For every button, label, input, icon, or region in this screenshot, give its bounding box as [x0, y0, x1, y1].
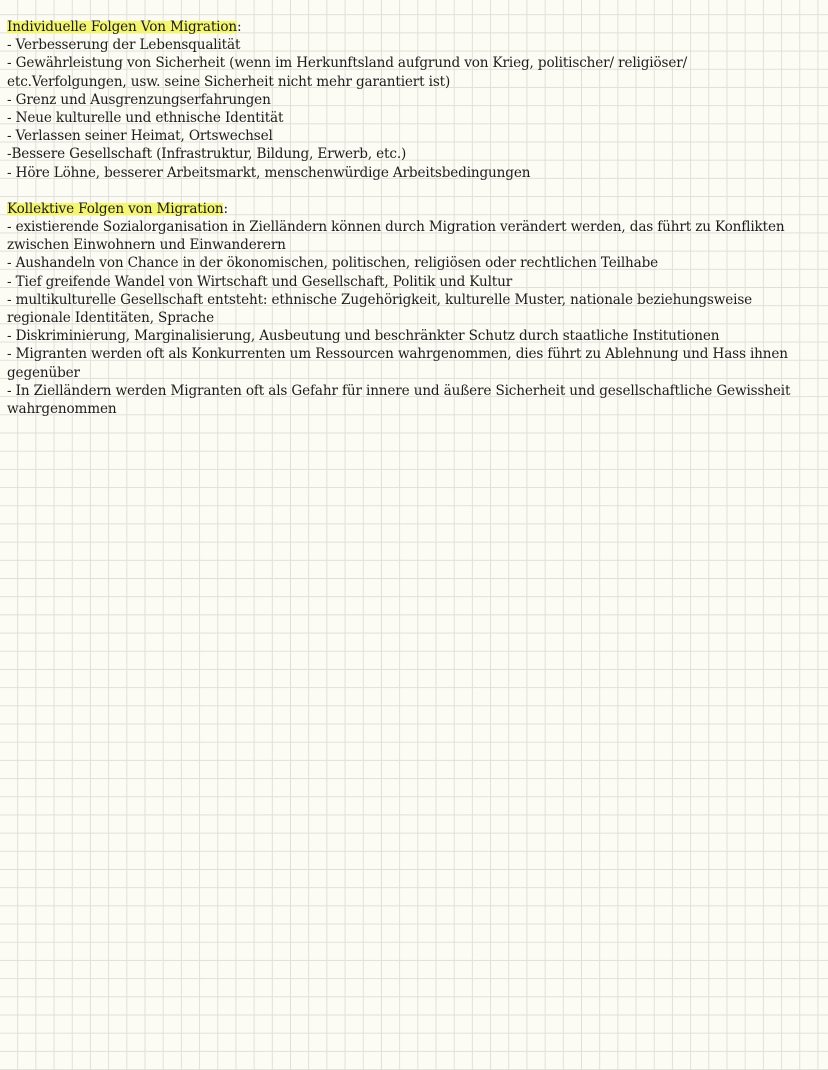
list-item: - Aushandeln von Chance in der ökonomischen, politischen, religiösen oder rechtlichen Teilhabe — [7, 255, 659, 272]
list-item: - Verbesserung der Lebensqualität — [7, 37, 241, 54]
list-item: - multikulturelle Gesellschaft entsteht: ethnische Zugehörigkeit, kulturelle Muster, nationale beziehungsweise regionale Identitäten, Sprache — [7, 291, 753, 327]
list-item: - Neue kulturelle und ethnische Identität — [7, 110, 284, 127]
heading-highlight: Individuelle Folgen Von Migration — [7, 19, 238, 35]
section-kollektive-folgen — [7, 200, 807, 418]
list-item: - Grenz und Ausgrenzungserfahrungen — [7, 91, 271, 108]
list-item: - Migranten werden oft als Konkurrenten um Ressourcen wahrgenommen, dies führt zu Ablehnung und Hass ihnen gegenüber — [7, 346, 788, 381]
section-heading — [7, 18, 807, 36]
note-page — [7, 18, 807, 418]
list-item: - In Zielländern werden Migranten oft als Gefahr für innere und äußere Sicherheit und gesellschaftliche Gewissheit wahrgenommen — [7, 382, 791, 418]
list-item: - existierende Sozialorganisation in Zielländern können durch Migration verändert werden, das führt zu Konflikten zwischen Einwohnern und Einwanderern — [7, 219, 785, 254]
list-item: - Tief greifende Wandel von Wirtschaft und Gesellschaft, Politik und Kultur — [7, 273, 513, 290]
section-individuelle-folgen — [7, 18, 807, 182]
heading-colon: : — [223, 200, 228, 217]
list-item: - Gewährleistung von Sicherheit (wenn im Herkunftsland aufgrund von Krieg, politischer/ religiöser/ etc.Verfolgungen, usw. seine Sicherheit nicht mehr garantiert ist) — [7, 55, 688, 90]
list-item: -Bessere Gesellschaft (Infrastruktur, Bildung, Erwerb, etc.) — [7, 146, 407, 163]
list-item: - Höre Löhne, besserer Arbeitsmarkt, menschenwürdige Arbeitsbedingungen — [7, 164, 531, 181]
heading-colon: : — [237, 19, 242, 35]
heading-highlight: Kollektive Folgen von Migration — [7, 200, 224, 217]
section-heading — [7, 200, 807, 218]
list-item: - Verlassen seiner Heimat, Ortswechsel — [7, 128, 273, 145]
list-item: - Diskriminierung, Marginalisierung, Ausbeutung und beschränkter Schutz durch staatliche Institutionen — [7, 328, 720, 345]
